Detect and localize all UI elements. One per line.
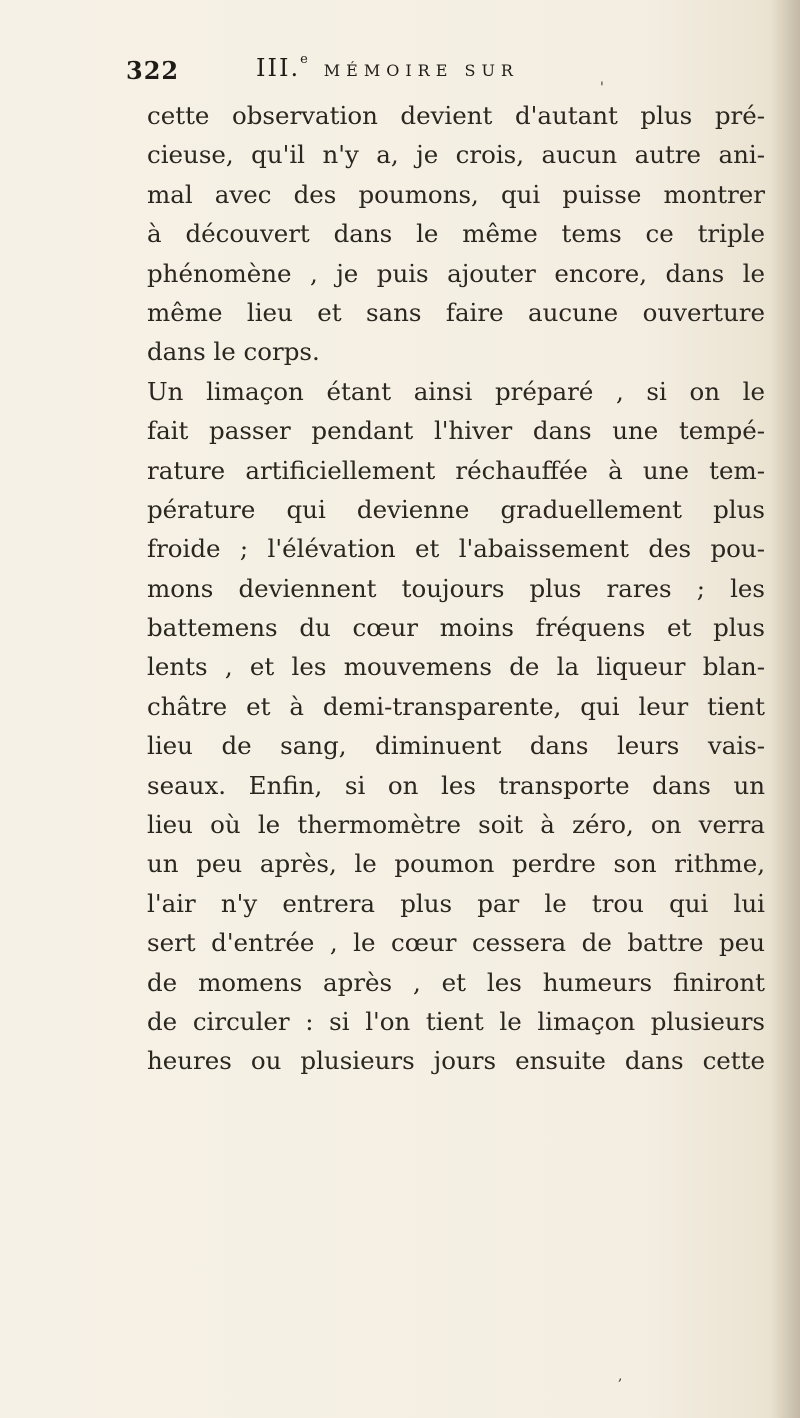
text-line: à découvert dans le même tems ce triple bbox=[147, 219, 765, 249]
text-line: rature artificiellement réchauffée à une tem- bbox=[147, 455, 765, 485]
text-line: un peu après, le poumon perdre son rithme, bbox=[147, 849, 765, 879]
text-line: mons deviennent toujours plus rares ; les bbox=[147, 573, 765, 603]
running-head-superscript: e bbox=[300, 52, 308, 67]
text-line: de circuler : si l'on tient le limaçon plusieurs bbox=[147, 1006, 765, 1036]
text-line: lieu de sang, diminuent dans leurs vais- bbox=[147, 731, 765, 761]
text-line: cieuse, qu'il n'y a, je crois, aucun autre ani- bbox=[147, 140, 765, 170]
ink-speck: ' bbox=[600, 80, 604, 96]
text-line: dans le corps. bbox=[147, 337, 320, 367]
page-header bbox=[126, 50, 646, 90]
page-number: 322 bbox=[126, 56, 180, 85]
ink-speck: , bbox=[618, 1368, 623, 1384]
text-line: cette observation devient d'autant plus pré- bbox=[147, 101, 765, 130]
text-line: lieu où le thermomètre soit à zéro, on verra bbox=[147, 810, 765, 840]
running-head-number: III. bbox=[256, 54, 301, 82]
page-edge-shadow bbox=[772, 0, 800, 1418]
text-line: lents , et les mouvemens de la liqueur blan- bbox=[147, 652, 765, 682]
text-line: pérature qui devienne graduellement plus bbox=[147, 494, 765, 524]
running-head bbox=[256, 54, 519, 82]
text-line: mal avec des poumons, qui puisse montrer bbox=[147, 179, 765, 209]
text-line: l'air n'y entrera plus par le trou qui lui bbox=[147, 888, 765, 918]
text-line: même lieu et sans faire aucune ouverture bbox=[147, 297, 765, 327]
text-line: battemens du cœur moins fréquens et plus bbox=[147, 613, 765, 643]
text-line: de momens après , et les humeurs finiront bbox=[147, 967, 765, 997]
text-line: Un limaçon étant ainsi préparé , si on le bbox=[147, 376, 765, 406]
text-line: fait passer pendant l'hiver dans une tempé- bbox=[147, 416, 765, 446]
text-line: sert d'entrée , le cœur cessera de battre peu bbox=[147, 928, 765, 958]
text-line: froide ; l'élévation et l'abaissement des pou- bbox=[147, 534, 765, 564]
text-line: seaux. Enfin, si on les transporte dans un bbox=[147, 770, 765, 800]
body-text bbox=[147, 96, 765, 1081]
text-line: châtre et à demi-transparente, qui leur tient bbox=[147, 691, 765, 721]
text-line: phénomène , je puis ajouter encore, dans le bbox=[147, 258, 765, 288]
text-line: heures ou plusieurs jours ensuite dans cette bbox=[147, 1046, 765, 1076]
running-head-title: MÉMOIRE SUR bbox=[323, 61, 519, 80]
